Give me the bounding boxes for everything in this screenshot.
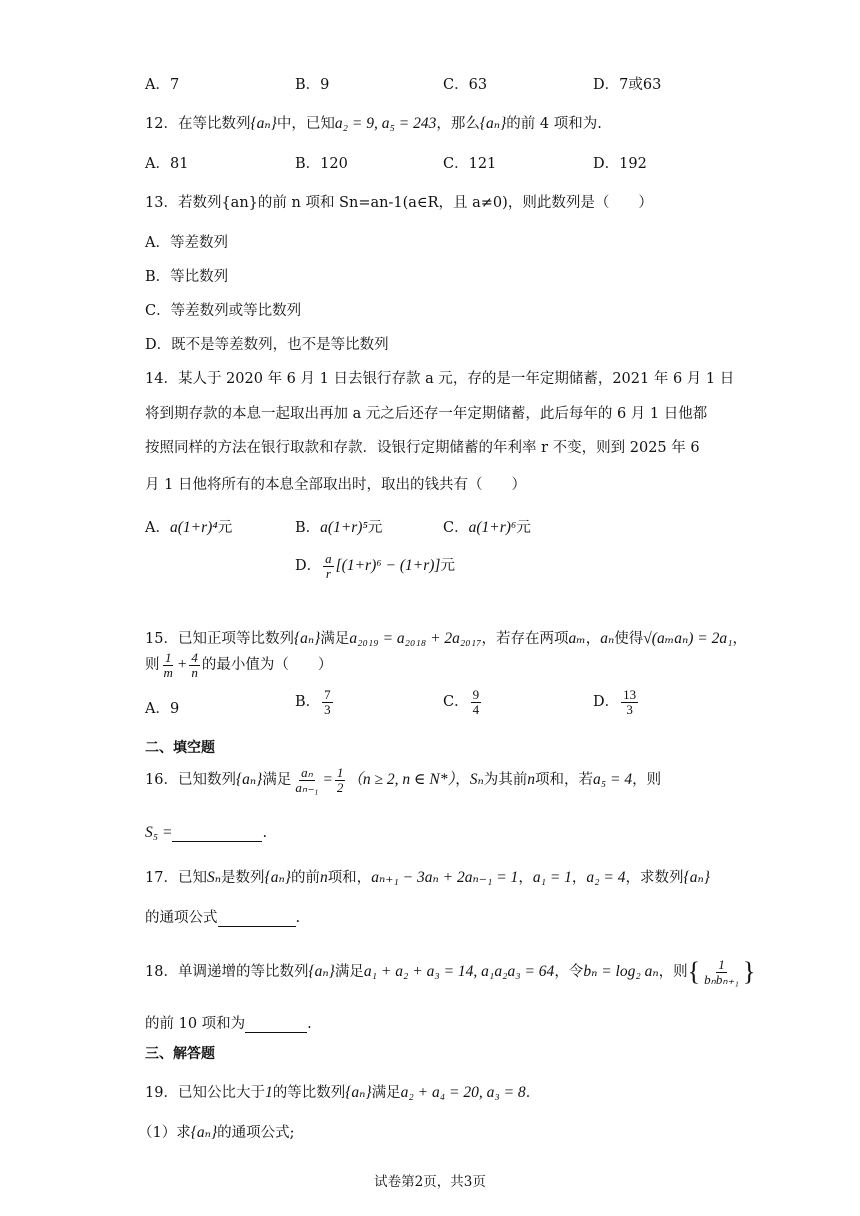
- q17-answer-blank[interactable]: [218, 910, 296, 927]
- q15-optd-fraction: $\frac{13}{3}$: [623, 687, 637, 717]
- q11-option-d: D．7或63: [593, 77, 662, 93]
- q14-line-4: 月 1 日他将所有的本息全部取出时，取出的钱共有（ ）: [145, 477, 526, 493]
- q13-option-d: D．既不是等差数列，也不是等比数列: [145, 337, 389, 353]
- q15-line-1: 15．已知正项等比数列{aₙ}满足a₂₀₁₉ = a₂₀₁₈ + 2a₂₀₁₇，若存在两项aₘ，aₙ使得√(aₘaₙ) = 2a₁，: [145, 630, 748, 647]
- q15-line-2: 则 $\frac{1}{m}$ + $\frac{4}{n}$ 的最小值为（ ）: [145, 650, 333, 680]
- q15-option-b: B． $\frac{7}{3}$: [295, 687, 331, 717]
- q15-option-c: C． $\frac{9}{4}$: [443, 687, 480, 717]
- q16-answer-blank[interactable]: [172, 825, 262, 842]
- q15-fraction-2: $\frac{4}{n}$: [191, 650, 198, 680]
- q18-right-brace: }: [742, 957, 756, 986]
- q13-option-a: A．等差数列: [145, 235, 228, 251]
- q14-line-2: 将到期存款的本息一起取出再加 a 元之后还存一年定期储蓄，此后每年的 6 月 1 日他都: [145, 406, 708, 422]
- q15-optb-fraction: $\frac{7}{3}$: [324, 687, 331, 717]
- q12-option-a: A．81: [145, 156, 189, 172]
- q11-option-a: A．7: [145, 77, 180, 93]
- section-heading-fill-in: 二、填空题: [145, 740, 215, 756]
- section-heading-solve: 三、解答题: [145, 1046, 215, 1062]
- q16-ratio-fraction: $\frac{\text{aₙ}}{\text{aₙ₋₁}}$: [295, 765, 319, 795]
- q18-line-2: 的前 10 项和为 .: [145, 1016, 312, 1032]
- q16-half-fraction: $\frac{1}{2}$: [336, 765, 344, 795]
- q12-option-b: B．120: [295, 156, 348, 172]
- q18-fraction: $\frac{1}{\text{bₙbₙ₊₁}}$: [704, 956, 739, 987]
- q13-stem: 13．若数列{an}的前 n 项和 Sn=an-1(a∈R，且 a≠0)，则此数列是（ ）: [145, 195, 653, 211]
- page-footer: 试卷第2页，共3页: [374, 1174, 486, 1190]
- q15-fraction-1: $\frac{1}{m}$: [163, 650, 173, 680]
- q14-option-c: C．a(1+r)⁶元: [443, 519, 531, 536]
- q11-option-c: C．63: [443, 77, 488, 93]
- q18-left-brace: {: [687, 957, 701, 986]
- q12-option-c: C．121: [443, 156, 497, 172]
- q19-stem: 19．已知公比大于1的等比数列{aₙ}满足a₂ + a₄ = 20, a₃ = 8．: [145, 1084, 541, 1101]
- q18-answer-blank[interactable]: [245, 1016, 307, 1033]
- q11-option-b: B．9: [295, 77, 330, 93]
- q19-sub-1: （1）求{aₙ}的通项公式;: [138, 1124, 295, 1141]
- q12-option-d: D．192: [593, 156, 647, 172]
- q14-line-3: 按照同样的方法在银行取款和存款．设银行定期储蓄的年利率 r 不变，则到 2025 年 6: [145, 440, 700, 456]
- q17-line-2: 的通项公式 .: [145, 910, 301, 926]
- q14-option-b: B．a(1+r)⁵元: [295, 519, 383, 536]
- q14-line-1: 14．某人于 2020 年 6 月 1 日去银行存款 a 元，存的是一年定期储蓄，2021 年 6 月 1 日: [145, 371, 735, 387]
- q16-line-1: 16．已知数列{aₙ}满足 $\frac{\text{aₙ}}{\text{aₙ₋₁}}$ = $\frac{1}{2}$ （n ≥ 2, n ∈ N*），Sₙ为其前n项和，若a₅ = 4，则: [145, 765, 662, 795]
- q13-option-b: B．等比数列: [145, 269, 229, 285]
- q16-line-2: S₅ = .: [145, 824, 268, 841]
- q18-line-1: 18．单调递增的等比数列{aₙ}满足a₁ + a₂ + a₃ = 14, a₁a₂a₃ = 64，令bₙ = log₂ aₙ，则{ $\frac{1}{\text{bₙbₙ₊₁}}$ }: [145, 956, 756, 987]
- q14-optd-fraction: $\frac{a}{r}$: [325, 551, 332, 581]
- q12-stem: 12．在等比数列{aₙ}中，已知a₂ = 9, a₅ = 243，那么{aₙ}的前 4 项和为.: [145, 115, 602, 132]
- q15-option-d: D． $\frac{13}{3}$: [593, 687, 637, 717]
- q15-option-a: A．9: [145, 701, 180, 717]
- q14-option-a: A．a(1+r)⁴元: [145, 519, 233, 536]
- q14-option-d: D． $\frac{a}{r}$ [(1+r)⁶ − (1+r)]元: [295, 551, 455, 581]
- q13-option-c: C．等差数列或等比数列: [145, 303, 302, 319]
- q17-line-1: 17．已知Sₙ是数列{aₙ}的前n项和，aₙ₊₁ − 3aₙ + 2aₙ₋₁ = 1，a₁ = 1，a₂ = 4，求数列{aₙ}: [145, 869, 710, 886]
- q15-optc-fraction: $\frac{9}{4}$: [472, 687, 480, 717]
